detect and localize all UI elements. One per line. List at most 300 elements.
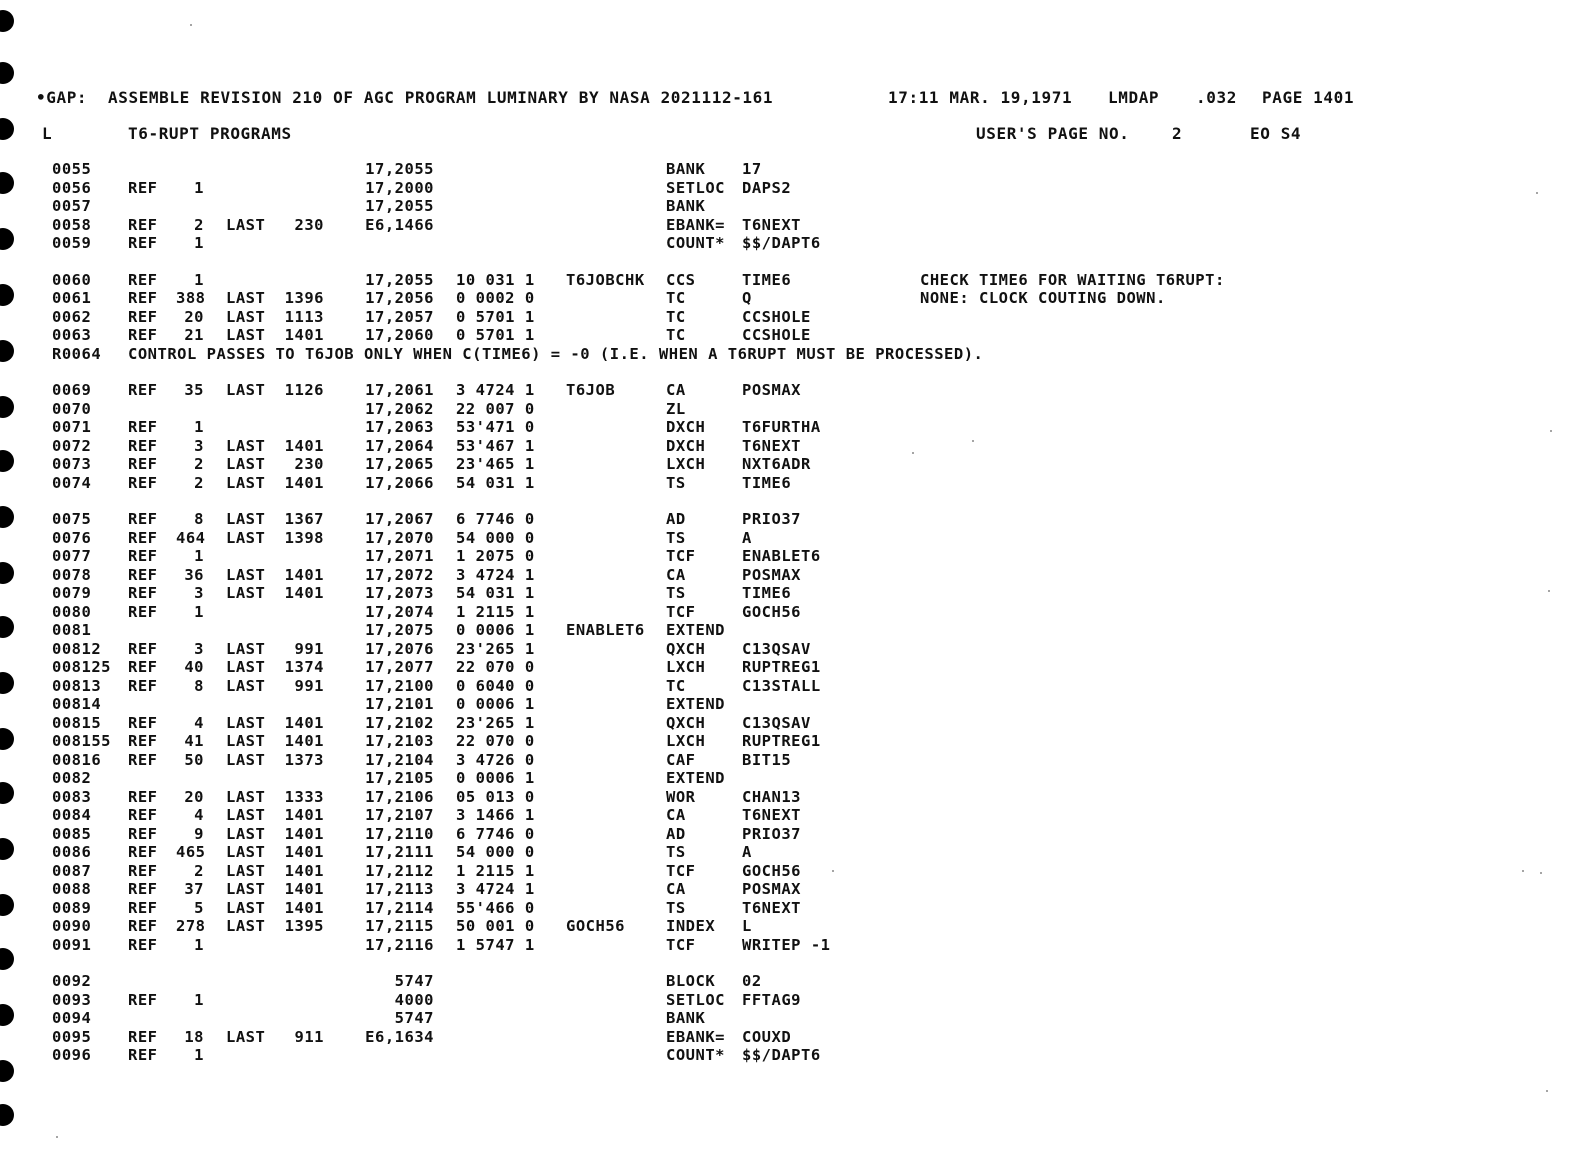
cell-num: 0055 — [52, 160, 92, 178]
cell-lastn: 1395 — [284, 917, 324, 935]
cell-refn: 1 — [194, 935, 204, 954]
cell-op: TCF — [666, 547, 696, 565]
cell-refn: 21 — [184, 326, 204, 344]
cell-code: 0 0006 1 — [456, 695, 535, 713]
cell-ref: REF — [128, 602, 158, 621]
cell-addr: 17,2114 — [365, 898, 434, 917]
cell-last: LAST — [226, 436, 266, 455]
cell-addr: 17,2064 — [365, 436, 434, 455]
cell-op: CCS — [666, 270, 696, 289]
cell-code: 05 013 0 — [456, 787, 535, 806]
listing-row — [0, 714, 1582, 733]
cell-addr: 17,2055 — [365, 160, 434, 178]
cell-op: LXCH — [666, 732, 706, 750]
cell-code: 0 5701 1 — [456, 307, 535, 326]
cell-refn: 9 — [194, 824, 204, 843]
cell-op: EBANK= — [666, 215, 725, 234]
cell-refn: 1 — [194, 270, 204, 289]
cell-ref: REF — [128, 215, 158, 234]
cell-num: 0085 — [52, 824, 92, 843]
cell-code: 54 031 1 — [456, 584, 535, 602]
section-type: L — [42, 124, 53, 143]
cell-code: 50 001 0 — [456, 917, 535, 935]
cell-lastn: 1374 — [284, 658, 324, 676]
cell-op: CA — [666, 806, 686, 824]
cell-ref: REF — [128, 547, 158, 565]
cell-opnd: Q — [742, 289, 752, 307]
cell-addr: 17,2073 — [365, 584, 434, 602]
cell-op: CA — [666, 565, 686, 584]
listing-row — [0, 788, 1582, 807]
cell-code: 54 000 0 — [456, 528, 535, 547]
cell-addr: 17,2115 — [365, 917, 434, 935]
cell-code: 10 031 1 — [456, 270, 535, 289]
cell-addr: E6,1466 — [365, 215, 434, 234]
cell-op: BANK — [666, 160, 706, 178]
cell-last: LAST — [226, 843, 266, 861]
cell-ref: REF — [128, 455, 158, 473]
cell-op: EXTEND — [666, 769, 725, 787]
cell-code: 1 5747 1 — [456, 935, 535, 954]
user-page-number: 2 — [1172, 124, 1183, 143]
cell-num: 0079 — [52, 584, 92, 602]
header-prefix: •GAP: — [36, 88, 88, 107]
cell-lastn: 1401 — [284, 732, 324, 750]
cell-last: LAST — [226, 732, 266, 750]
cell-refn: 3 — [194, 584, 204, 602]
cell-op: TCF — [666, 602, 696, 621]
cell-op: LXCH — [666, 455, 706, 473]
listing-row — [0, 234, 1582, 253]
listing-row — [0, 160, 1582, 179]
cell-refn: 36 — [184, 565, 204, 584]
line-number: R0064 — [52, 344, 102, 363]
user-page-label: USER'S PAGE NO. — [976, 124, 1130, 143]
cell-refn: 20 — [184, 307, 204, 326]
cell-code: 23'265 1 — [456, 713, 535, 732]
cell-ref: REF — [128, 418, 158, 436]
cell-op: QXCH — [666, 639, 706, 658]
cell-opnd: POSMAX — [742, 381, 801, 399]
cell-code: 3 4724 1 — [456, 381, 535, 399]
cell-addr: 17,2101 — [365, 695, 434, 713]
cell-code: 6 7746 0 — [456, 824, 535, 843]
cell-lastn: 1401 — [284, 861, 324, 880]
cell-num: 0084 — [52, 806, 92, 824]
cell-addr: 17,2061 — [365, 381, 434, 399]
cell-opnd: 17 — [742, 160, 762, 178]
cell-op: TC — [666, 326, 686, 344]
cell-last: LAST — [226, 824, 266, 843]
cell-num: 0069 — [52, 381, 92, 399]
cell-addr: 17,2063 — [365, 418, 434, 436]
cell-last: LAST — [226, 880, 266, 898]
cell-op: TS — [666, 473, 686, 492]
listing-row — [0, 917, 1582, 936]
cell-opnd: T6NEXT — [742, 898, 801, 917]
listing-row — [0, 566, 1582, 585]
header-version: .032 — [1196, 88, 1237, 107]
cell-opnd: CHAN13 — [742, 787, 801, 806]
cell-opnd: RUPTREG1 — [742, 658, 821, 676]
cell-last: LAST — [226, 307, 266, 326]
cell-num: 00812 — [52, 639, 102, 658]
cell-opnd: T6NEXT — [742, 215, 801, 234]
cell-addr: 17,2065 — [365, 455, 434, 473]
cell-lastn: 1113 — [284, 307, 324, 326]
cell-opnd: T6FURTHA — [742, 418, 821, 436]
cell-op: TCF — [666, 861, 696, 880]
cell-lastn: 1401 — [284, 713, 324, 732]
cell-code: 53'467 1 — [456, 436, 535, 455]
cell-op: WOR — [666, 787, 696, 806]
cell-num: 00814 — [52, 695, 102, 713]
cell-opnd: A — [742, 528, 752, 547]
cell-code: 0 0006 1 — [456, 769, 535, 787]
cell-opnd: L — [742, 917, 752, 935]
section-code: EO S4 — [1250, 124, 1302, 143]
cell-op: CA — [666, 381, 686, 399]
cell-addr: 17,2055 — [365, 197, 434, 215]
punch-hole-icon — [0, 1104, 14, 1126]
listing-row — [0, 216, 1582, 235]
cell-lastn: 991 — [294, 639, 324, 658]
cell-code: 1 2115 1 — [456, 861, 535, 880]
cell-code: 54 031 1 — [456, 473, 535, 492]
cell-code: 3 4724 1 — [456, 565, 535, 584]
listing-row — [0, 899, 1582, 918]
cell-refn: 8 — [194, 510, 204, 528]
cell-last: LAST — [226, 898, 266, 917]
cell-refn: 4 — [194, 713, 204, 732]
cell-ref: REF — [128, 270, 158, 289]
cell-num: 0056 — [52, 178, 92, 197]
cell-op: BANK — [666, 197, 706, 215]
listing-row — [0, 825, 1582, 844]
cell-opnd: POSMAX — [742, 565, 801, 584]
cell-refn: 3 — [194, 639, 204, 658]
cell-num: 0095 — [52, 1027, 92, 1046]
cell-opnd: BIT15 — [742, 750, 792, 769]
cell-ref: REF — [128, 880, 158, 898]
cell-ref: REF — [128, 473, 158, 492]
listing-row — [0, 1046, 1582, 1065]
cell-num: 0092 — [52, 972, 92, 990]
cell-ref: REF — [128, 898, 158, 917]
cell-addr: 17,2107 — [365, 806, 434, 824]
listing-row — [0, 658, 1582, 677]
cell-num: 0091 — [52, 935, 92, 954]
cell-op: SETLOC — [666, 990, 725, 1009]
listing-row — [0, 197, 1582, 216]
cell-lastn: 1373 — [284, 750, 324, 769]
cell-addr: 17,2100 — [365, 676, 434, 695]
cell-addr: 5747 — [394, 1009, 434, 1027]
cell-lastn: 1401 — [284, 436, 324, 455]
cell-opnd: CCSHOLE — [742, 307, 811, 326]
listing-row — [0, 880, 1582, 899]
cell-addr: 17,2057 — [365, 307, 434, 326]
cell-num: 0094 — [52, 1009, 92, 1027]
cell-last: LAST — [226, 713, 266, 732]
cell-num: 0074 — [52, 473, 92, 492]
cell-refn: 1 — [194, 178, 204, 197]
section-title: T6-RUPT PROGRAMS — [128, 124, 292, 143]
cell-op: TCF — [666, 935, 696, 954]
cell-last: LAST — [226, 215, 266, 234]
cell-addr: 17,2113 — [365, 880, 434, 898]
cell-num: 0080 — [52, 602, 92, 621]
cell-op: EBANK= — [666, 1027, 725, 1046]
cell-ref: REF — [128, 806, 158, 824]
listing-row — [0, 474, 1582, 493]
cell-cmt: NONE: CLOCK COUTING DOWN. — [920, 289, 1166, 307]
cell-num: 0073 — [52, 455, 92, 473]
cell-opnd: 02 — [742, 972, 762, 990]
cell-num: 0071 — [52, 418, 92, 436]
cell-refn: 278 — [176, 917, 206, 935]
listing-row — [0, 179, 1582, 198]
cell-lastn: 230 — [294, 215, 324, 234]
cell-refn: 8 — [194, 676, 204, 695]
cell-num: 00815 — [52, 713, 102, 732]
cell-lastn: 1367 — [284, 510, 324, 528]
cell-refn: 1 — [194, 1046, 204, 1064]
cell-code: 0 0006 1 — [456, 621, 535, 639]
cell-refn: 465 — [176, 843, 206, 861]
cell-num: 0063 — [52, 326, 92, 344]
cell-last: LAST — [226, 917, 266, 935]
cell-refn: 5 — [194, 898, 204, 917]
cell-code: 53'471 0 — [456, 418, 535, 436]
cell-op: TC — [666, 676, 686, 695]
cell-num: 0096 — [52, 1046, 92, 1064]
cell-refn: 18 — [184, 1027, 204, 1046]
cell-addr: 17,2075 — [365, 621, 434, 639]
cell-cmt: CHECK TIME6 FOR WAITING T6RUPT: — [920, 270, 1225, 289]
listing-row — [0, 326, 1582, 345]
cell-opnd: CCSHOLE — [742, 326, 811, 344]
cell-num: 0077 — [52, 547, 92, 565]
cell-refn: 41 — [184, 732, 204, 750]
cell-num: 0070 — [52, 399, 92, 418]
cell-lastn: 1401 — [284, 584, 324, 602]
cell-addr: 17,2071 — [365, 547, 434, 565]
cell-opnd: T6NEXT — [742, 436, 801, 455]
cell-addr: 17,2102 — [365, 713, 434, 732]
cell-last: LAST — [226, 381, 266, 399]
cell-op: TS — [666, 898, 686, 917]
cell-num: 0088 — [52, 880, 92, 898]
listing-row — [0, 806, 1582, 825]
cell-ref: REF — [128, 234, 158, 252]
cell-lastn: 1401 — [284, 473, 324, 492]
cell-opnd: C13QSAV — [742, 639, 811, 658]
cell-code: 22 070 0 — [456, 732, 535, 750]
listing-row — [0, 584, 1582, 603]
cell-op: EXTEND — [666, 695, 725, 713]
cell-refn: 2 — [194, 215, 204, 234]
cell-code: 0 0002 0 — [456, 289, 535, 307]
cell-addr: 17,2110 — [365, 824, 434, 843]
cell-num: 0078 — [52, 565, 92, 584]
cell-last: LAST — [226, 510, 266, 528]
cell-num: 00813 — [52, 676, 102, 695]
cell-ref: REF — [128, 713, 158, 732]
cell-ref: REF — [128, 676, 158, 695]
header-page: PAGE 1401 — [1262, 88, 1355, 107]
cell-op: CAF — [666, 750, 696, 769]
cell-lastn: 1401 — [284, 806, 324, 824]
cell-ref: REF — [128, 917, 158, 935]
cell-refn: 37 — [184, 880, 204, 898]
cell-lastn: 1401 — [284, 843, 324, 861]
cell-opnd: WRITEP -1 — [742, 935, 831, 954]
cell-code: 1 2115 1 — [456, 602, 535, 621]
cell-refn: 464 — [176, 528, 206, 547]
remark-text: CONTROL PASSES TO T6JOB ONLY WHEN C(TIME6) = -0 (I.E. WHEN A T6RUPT MUST BE PROCESSED). — [128, 344, 984, 363]
cell-lastn: 1401 — [284, 326, 324, 344]
cell-last: LAST — [226, 639, 266, 658]
cell-op: INDEX — [666, 917, 716, 935]
cell-last: LAST — [226, 584, 266, 602]
cell-op: CA — [666, 880, 686, 898]
cell-opnd: TIME6 — [742, 270, 792, 289]
cell-addr: 5747 — [394, 972, 434, 990]
cell-opnd: PRIO37 — [742, 824, 801, 843]
listing-row — [0, 640, 1582, 659]
cell-last: LAST — [226, 528, 266, 547]
cell-op: BLOCK — [666, 972, 716, 990]
cell-code: 1 2075 0 — [456, 547, 535, 565]
cell-num: 0057 — [52, 197, 92, 215]
cell-lastn: 911 — [294, 1027, 324, 1046]
cell-last: LAST — [226, 455, 266, 473]
punch-hole-icon — [0, 62, 14, 84]
cell-last: LAST — [226, 750, 266, 769]
cell-ref: REF — [128, 1046, 158, 1064]
cell-opnd: GOCH56 — [742, 861, 801, 880]
cell-label: ENABLET6 — [566, 621, 645, 639]
listing-row — [0, 603, 1582, 622]
cell-opnd: PRIO37 — [742, 510, 801, 528]
cell-code: 54 000 0 — [456, 843, 535, 861]
cell-lastn: 1401 — [284, 824, 324, 843]
cell-op: EXTEND — [666, 621, 725, 639]
header-program: LMDAP — [1108, 88, 1160, 107]
cell-num: 008155 — [52, 732, 111, 750]
cell-last: LAST — [226, 326, 266, 344]
cell-opnd: TIME6 — [742, 584, 792, 602]
cell-opnd: COUXD — [742, 1027, 792, 1046]
cell-addr: 17,2066 — [365, 473, 434, 492]
cell-opnd: C13STALL — [742, 676, 821, 695]
cell-ref: REF — [128, 935, 158, 954]
listing-row — [0, 308, 1582, 327]
cell-refn: 1 — [194, 547, 204, 565]
cell-opnd: POSMAX — [742, 880, 801, 898]
cell-lastn: 991 — [294, 676, 324, 695]
cell-addr: 17,2103 — [365, 732, 434, 750]
listing-row — [0, 1009, 1582, 1028]
cell-last: LAST — [226, 787, 266, 806]
cell-op: BANK — [666, 1009, 706, 1027]
cell-num: 0058 — [52, 215, 92, 234]
cell-op: DXCH — [666, 436, 706, 455]
cell-addr: 17,2112 — [365, 861, 434, 880]
cell-lastn: 1401 — [284, 565, 324, 584]
cell-ref: REF — [128, 990, 158, 1009]
cell-op: TS — [666, 584, 686, 602]
cell-refn: 2 — [194, 861, 204, 880]
cell-addr: E6,1634 — [365, 1027, 434, 1046]
cell-code: 22 070 0 — [456, 658, 535, 676]
cell-addr: 17,2076 — [365, 639, 434, 658]
cell-num: 0062 — [52, 307, 92, 326]
cell-opnd: $$/DAPT6 — [742, 1046, 821, 1064]
cell-refn: 35 — [184, 381, 204, 399]
cell-ref: REF — [128, 1027, 158, 1046]
cell-opnd: $$/DAPT6 — [742, 234, 821, 252]
listing-row — [0, 677, 1582, 696]
cell-ref: REF — [128, 436, 158, 455]
listing-row — [0, 751, 1582, 770]
listing-row — [0, 621, 1582, 640]
cell-refn: 20 — [184, 787, 204, 806]
header-time: 17:11 MAR. 19,1971 — [888, 88, 1073, 107]
cell-refn: 2 — [194, 455, 204, 473]
cell-label: T6JOBCHK — [566, 270, 645, 289]
cell-op: TS — [666, 843, 686, 861]
listing-row — [0, 547, 1582, 566]
cell-lastn: 1401 — [284, 880, 324, 898]
listing-row — [0, 271, 1582, 290]
cell-code: 23'465 1 — [456, 455, 535, 473]
cell-opnd: RUPTREG1 — [742, 732, 821, 750]
cell-code: 22 007 0 — [456, 399, 535, 418]
cell-op: DXCH — [666, 418, 706, 436]
cell-code: 0 6040 0 — [456, 676, 535, 695]
cell-code: 3 1466 1 — [456, 806, 535, 824]
cell-refn: 388 — [176, 289, 206, 307]
listing-row — [0, 345, 1582, 364]
cell-opnd: GOCH56 — [742, 602, 801, 621]
cell-lastn: 1401 — [284, 898, 324, 917]
cell-num: 0072 — [52, 436, 92, 455]
cell-refn: 1 — [194, 234, 204, 252]
listing-row — [0, 529, 1582, 548]
listing-row — [0, 510, 1582, 529]
cell-ref: REF — [128, 510, 158, 528]
cell-ref: REF — [128, 565, 158, 584]
cell-op: LXCH — [666, 658, 706, 676]
cell-last: LAST — [226, 658, 266, 676]
cell-addr: 17,2116 — [365, 935, 434, 954]
cell-refn: 1 — [194, 990, 204, 1009]
cell-ref: REF — [128, 528, 158, 547]
listing-row — [0, 289, 1582, 308]
cell-last: LAST — [226, 565, 266, 584]
cell-lastn: 230 — [294, 455, 324, 473]
cell-last: LAST — [226, 861, 266, 880]
cell-code: 0 5701 1 — [456, 326, 535, 344]
cell-ref: REF — [128, 639, 158, 658]
cell-refn: 4 — [194, 806, 204, 824]
cell-refn: 3 — [194, 436, 204, 455]
cell-num: 0076 — [52, 528, 92, 547]
listing-row — [0, 936, 1582, 955]
cell-op: QXCH — [666, 713, 706, 732]
